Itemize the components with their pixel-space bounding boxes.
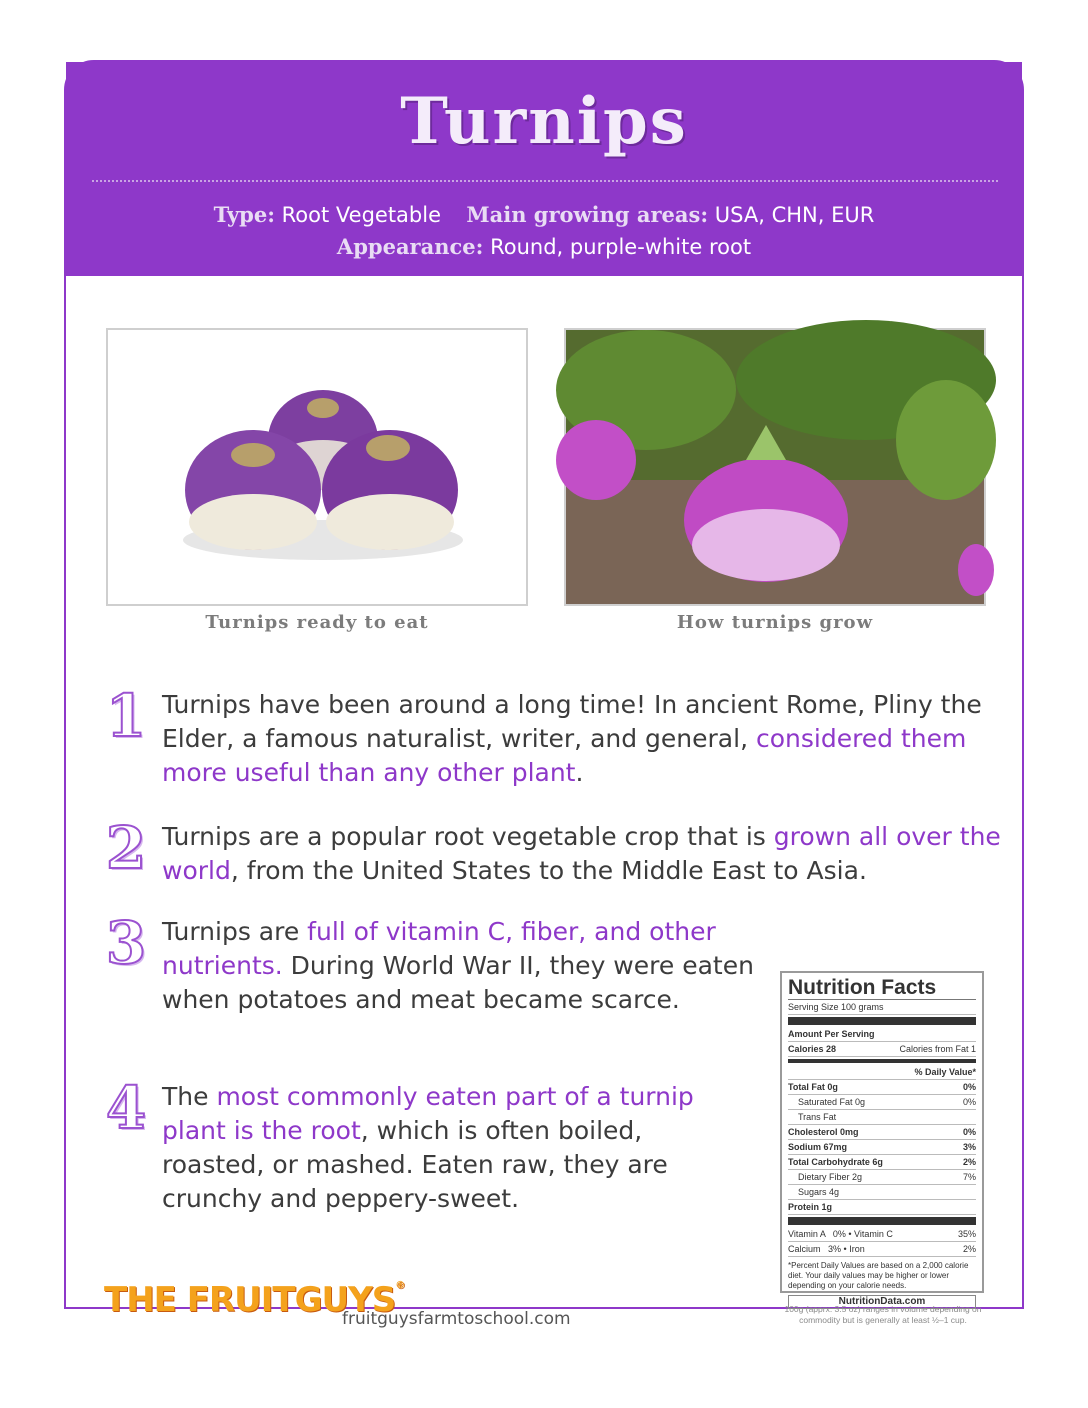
areas-value: USA, CHN, EUR <box>714 203 875 227</box>
fact-sheet-card <box>64 60 1024 1329</box>
fact-text: Turnips are full of vitamin C, fiber, and other nutrients. During World War II, they were eaten when potatoes and meat became scarce. <box>162 917 754 1014</box>
header-banner <box>66 62 1022 276</box>
turnips-ready-photo <box>106 328 528 606</box>
nutrient-row: Sugars 4g <box>788 1185 976 1200</box>
appearance-value: Round, purple-white root <box>490 235 752 259</box>
fact-number: 1 <box>105 682 147 750</box>
nutrition-footnote: *Percent Daily Values are based on a 2,000 calorie diet. Your daily values may be higher or lower depending on your calorie needs. <box>788 1261 969 1290</box>
meta-line-2 <box>66 234 1022 259</box>
nutrient-row: Protein 1g <box>788 1200 976 1215</box>
nutrient-row: Dietary Fiber 2g 7% <box>788 1170 976 1185</box>
photo-caption-grow: How turnips grow <box>676 612 874 633</box>
fruitguys-logo: THE FRUITGUYS® <box>104 1280 405 1320</box>
dotted-divider <box>92 180 998 182</box>
fact-number: 3 <box>105 909 147 977</box>
nutrition-source: NutritionData.com <box>788 1295 976 1309</box>
type-label: Type: <box>213 202 275 227</box>
areas-label: Main growing areas: <box>466 202 709 227</box>
fact-number: 2 <box>105 814 147 882</box>
daily-value-header: % Daily Value* <box>788 1065 976 1080</box>
nutrient-row: Cholesterol 0mg 0% <box>788 1125 976 1140</box>
page-title: Turnips <box>400 84 688 159</box>
minerals-row: Calcium 3% • Iron 2% <box>788 1242 976 1257</box>
fact-text: The most commonly eaten part of a turnip plant is the root, which is often boiled, roasted, or mashed. Eaten raw, they are crunchy and peppery-sweet. <box>162 1082 694 1213</box>
vitamins-row: Vitamin A 0% • Vitamin C 35% <box>788 1227 976 1242</box>
amount-per-serving: Amount Per Serving <box>788 1027 976 1042</box>
nutrient-row: Total Carbohydrate 6g 2% <box>788 1155 976 1170</box>
serving-note: 100g (apprx. 3.5 oz) ranges in volume depending on commodity but is generally at least ½–1 cup. <box>784 1304 982 1325</box>
nutrition-facts-label <box>780 971 984 1307</box>
fact-number: 4 <box>105 1074 147 1142</box>
calories-row: Calories 28 Calories from Fat 1 <box>788 1042 976 1057</box>
website-url[interactable]: fruitguysfarmtoschool.com <box>342 1309 571 1329</box>
nutrition-heading: Nutrition Facts <box>788 977 976 1000</box>
type-value: Root Vegetable <box>281 203 442 227</box>
nutrient-row: Saturated Fat 0g 0% <box>788 1095 976 1110</box>
fact-text: Turnips are a popular root vegetable crop that is grown all over the world, from the United States to the Middle East to Asia. <box>162 822 1001 885</box>
nutrient-row: Sodium 67mg 3% <box>788 1140 976 1155</box>
meta-line-1 <box>66 202 1022 227</box>
photo-caption-ready: Turnips ready to eat <box>205 612 429 633</box>
nutrient-row: Trans Fat <box>788 1110 976 1125</box>
appearance-label: Appearance: <box>336 234 484 259</box>
turnips-growing-photo <box>564 328 986 606</box>
serving-size: Serving Size 100 grams <box>788 1000 976 1015</box>
nutrient-row: Total Fat 0g 0% <box>788 1080 976 1095</box>
fact-text: Turnips have been around a long time! In ancient Rome, Pliny the Elder, a famous naturalist, writer, and general, considered them more useful than any other plant. <box>162 690 982 787</box>
